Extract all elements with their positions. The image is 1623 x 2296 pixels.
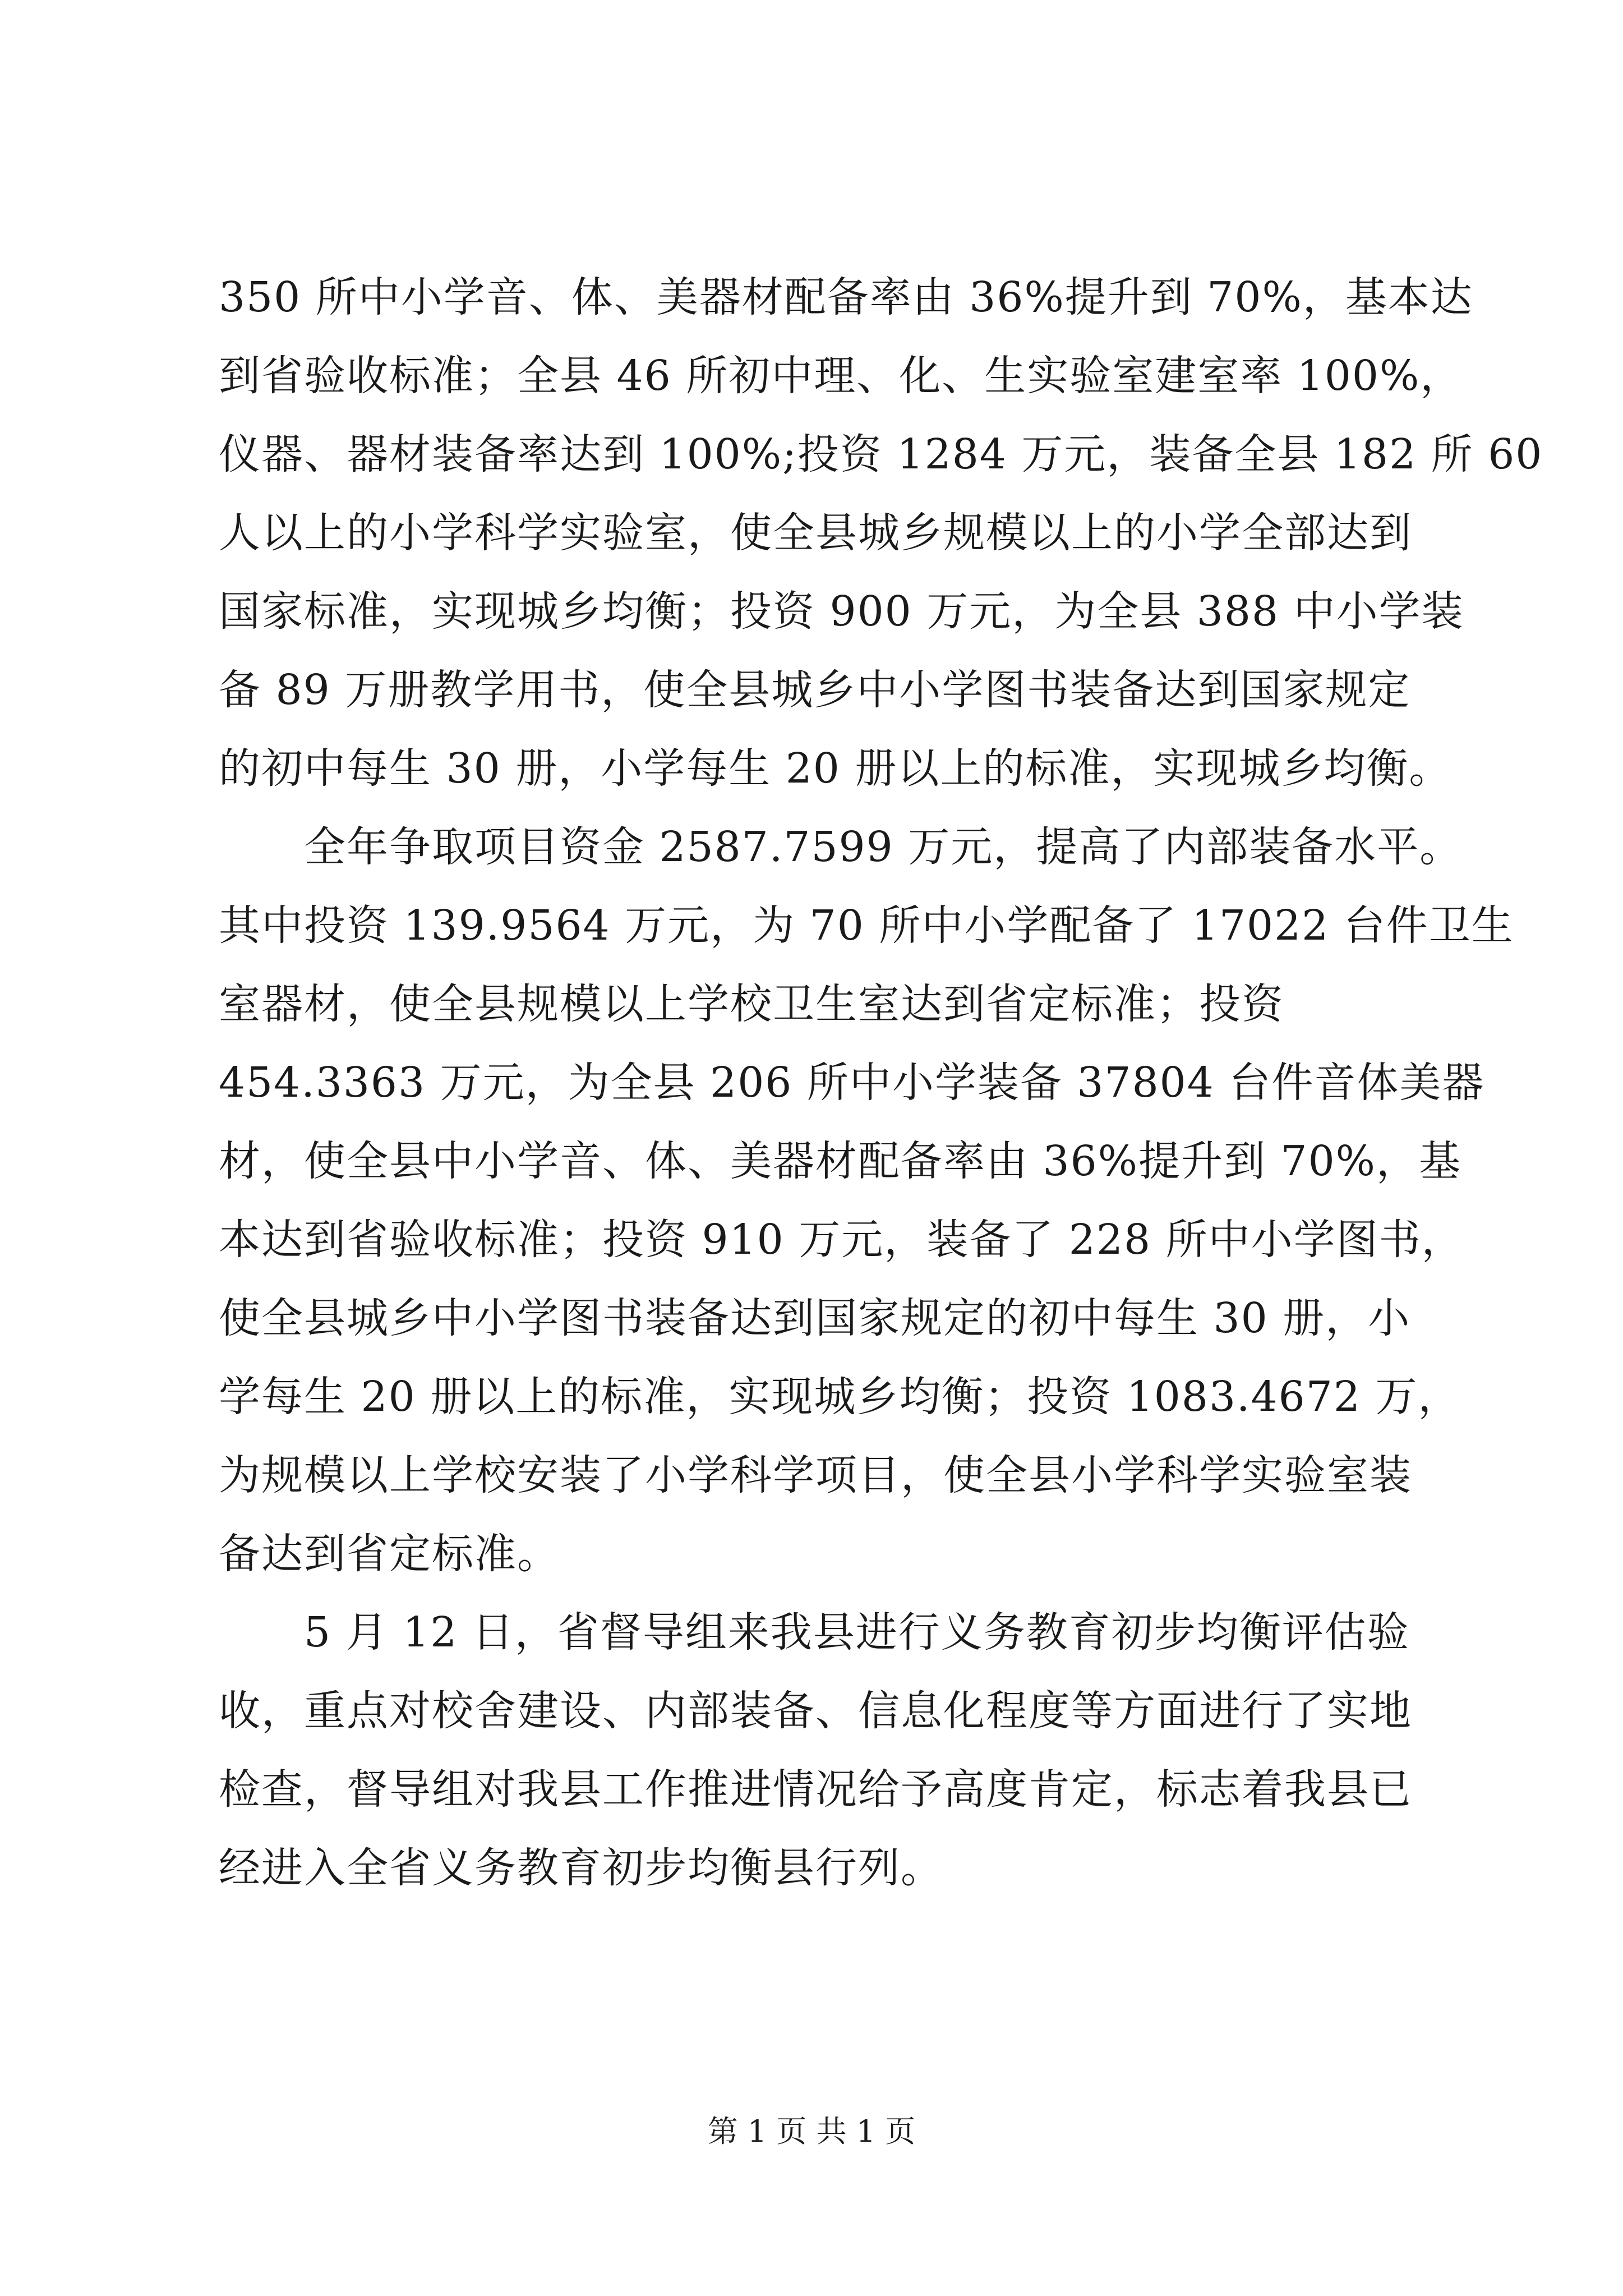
page-footer: 第 1 页 共 1 页 [707,2114,916,2149]
text-line: 学每生 20 册以上的标准，实现城乡均衡；投资 1083.4672 万， [219,1373,1461,1421]
paragraph-start-line: 5 月 12 日，省督导组来我县进行义务教育初步均衡评估验 [219,1608,1410,1657]
text-line: 国家标准，实现城乡均衡；投资 900 万元，为全县 388 中小学装 [219,587,1464,636]
text-line: 350 所中小学音、体、美器材配备率由 36%提升到 70%，基本达 [219,273,1473,321]
document-body [219,258,1543,1907]
text-line: 材，使全县中小学音、体、美器材配备率由 36%提升到 70%，基 [219,1137,1461,1185]
text-line: 本达到省验收标准；投资 910 万元，装备了 228 所中小学图书， [219,1216,1464,1264]
text-line: 使全县城乡中小学图书装备达到国家规定的初中每生 30 册，小 [219,1294,1411,1342]
text-line: 室器材，使全县规模以上学校卫生室达到省定标准；投资 [219,980,1284,1028]
text-line: 人以上的小学科学实验室，使全县城乡规模以上的小学全部达到 [219,509,1412,557]
text-line: 备 89 万册教学用书，使全县城乡中小学图书装备达到国家规定 [219,666,1411,714]
text-line: 454.3363 万元，为全县 206 所中小学装备 37804 台件音体美器 [219,1059,1485,1107]
text-line: 的初中每生 30 册，小学每生 20 册以上的标准，实现城乡均衡。 [219,744,1452,793]
text-line: 收，重点对校舍建设、内部装备、信息化程度等方面进行了实地 [219,1687,1412,1735]
text-line: 仪器、器材装备率达到 100%;投资 1284 万元，装备全县 182 所 60 [219,430,1543,478]
text-line: 经进入全省义务教育初步均衡县行列。 [219,1844,943,1892]
text-line: 为规模以上学校安装了小学科学项目，使全县小学科学实验室装 [219,1451,1412,1499]
text-line: 其中投资 139.9564 万元，为 70 所中小学配备了 17022 台件卫生 [219,901,1514,950]
paragraph-start-line: 全年争取项目资金 2587.7599 万元，提高了内部装备水平。 [219,823,1463,871]
text-line: 检查，督导组对我县工作推进情况给予高度肯定，标志着我县已 [219,1765,1412,1814]
text-line: 备达到省定标准。 [219,1530,560,1578]
text-line: 到省验收标准；全县 46 所初中理、化、生实验室建室率 100%， [219,352,1463,400]
